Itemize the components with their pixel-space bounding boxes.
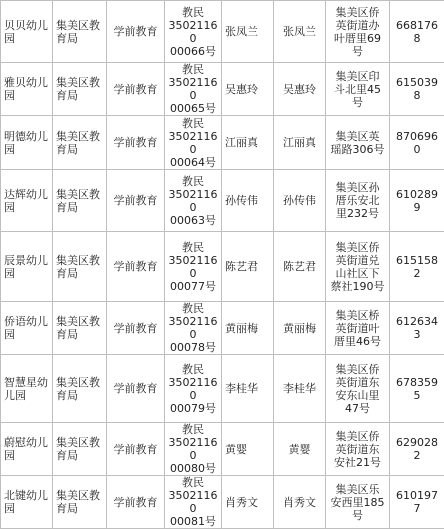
table-row <box>1 476 444 529</box>
authority-cell: 集美区教 育局 <box>53 1 107 63</box>
education-type-cell: 学前教育 <box>107 1 165 63</box>
education-type-cell: 学前教育 <box>107 423 165 476</box>
kindergarten-name-cell: 贝贝幼儿 园 <box>1 1 53 63</box>
legal-representative-cell: 李桂华 <box>222 355 274 423</box>
table-body <box>1 1 444 529</box>
table-row <box>1 355 444 423</box>
license-number-cell: 教民 35021160 00079号 <box>165 355 222 423</box>
table-row <box>1 116 444 170</box>
legal-representative-cell: 张凤兰 <box>222 1 274 63</box>
legal-representative-cell: 孙传伟 <box>222 170 274 232</box>
education-type-cell: 学前教育 <box>107 170 165 232</box>
principal-cell: 张凤兰 <box>274 1 326 63</box>
address-cell: 集美区英 瑶路306号 <box>326 116 390 170</box>
legal-representative-cell: 黄婴 <box>222 423 274 476</box>
kindergarten-name-cell: 辰景幼儿 园 <box>1 232 53 302</box>
authority-cell: 集美区教 育局 <box>53 302 107 355</box>
education-type-cell: 学前教育 <box>107 232 165 302</box>
table-row <box>1 302 444 355</box>
address-cell: 集美区侨 英街道办 叶厝里69 号 <box>326 1 390 63</box>
kindergarten-name-cell: 智慧星幼 儿园 <box>1 355 53 423</box>
legal-representative-cell: 江丽真 <box>222 116 274 170</box>
license-number-cell: 教民 35021160 00078号 <box>165 302 222 355</box>
license-number-cell: 教民 35021160 00077号 <box>165 232 222 302</box>
phone-cell: 6102899 <box>390 170 444 232</box>
principal-cell: 黄婴 <box>274 423 326 476</box>
authority-cell: 集美区教 育局 <box>53 63 107 116</box>
phone-cell: 6783595 <box>390 355 444 423</box>
kindergarten-name-cell: 北键幼儿 园 <box>1 476 53 529</box>
authority-cell: 集美区教 育局 <box>53 170 107 232</box>
address-cell: 集美区桥 英街道叶 厝里46号 <box>326 302 390 355</box>
phone-cell: 6290282 <box>390 423 444 476</box>
education-type-cell: 学前教育 <box>107 116 165 170</box>
address-cell: 集美区孙 厝乐安北 里232号 <box>326 170 390 232</box>
legal-representative-cell: 吴惠玲 <box>222 63 274 116</box>
address-cell: 集美区印 斗北里45 号 <box>326 63 390 116</box>
table-row <box>1 423 444 476</box>
table-row <box>1 1 444 63</box>
principal-cell: 吴惠玲 <box>274 63 326 116</box>
kindergarten-name-cell: 雅贝幼儿 园 <box>1 63 53 116</box>
education-type-cell: 学前教育 <box>107 355 165 423</box>
legal-representative-cell: 黄丽梅 <box>222 302 274 355</box>
address-cell: 集美区侨 英街道东 安社21号 <box>326 423 390 476</box>
license-number-cell: 教民 35021160 00066号 <box>165 1 222 63</box>
phone-cell: 6151582 <box>390 232 444 302</box>
principal-cell: 陈艺君 <box>274 232 326 302</box>
legal-representative-cell: 陈艺君 <box>222 232 274 302</box>
principal-cell: 江丽真 <box>274 116 326 170</box>
address-cell: 集美区侨 英街道东 安东山里 47号 <box>326 355 390 423</box>
phone-cell: 6681768 <box>390 1 444 63</box>
principal-cell: 黄丽梅 <box>274 302 326 355</box>
legal-representative-cell: 肖秀文 <box>222 476 274 529</box>
license-number-cell: 教民 35021160 00065号 <box>165 63 222 116</box>
authority-cell: 集美区教 育局 <box>53 232 107 302</box>
authority-cell: 集美区教 育局 <box>53 355 107 423</box>
education-type-cell: 学前教育 <box>107 302 165 355</box>
kindergarten-name-cell: 蔚慰幼儿 园 <box>1 423 53 476</box>
license-number-cell: 教民 35021160 00064号 <box>165 116 222 170</box>
authority-cell: 集美区教 育局 <box>53 423 107 476</box>
address-cell: 集美区侨 英街道兑 山社区下 蔡社190号 <box>326 232 390 302</box>
education-type-cell: 学前教育 <box>107 63 165 116</box>
phone-cell: 6150398 <box>390 63 444 116</box>
table-row <box>1 232 444 302</box>
education-type-cell: 学前教育 <box>107 476 165 529</box>
principal-cell: 李桂华 <box>274 355 326 423</box>
license-number-cell: 教民 35021160 00080号 <box>165 423 222 476</box>
kindergarten-name-cell: 明德幼儿 园 <box>1 116 53 170</box>
table-row <box>1 63 444 116</box>
license-number-cell: 教民 35021160 00063号 <box>165 170 222 232</box>
license-number-cell: 教民 35021160 00081号 <box>165 476 222 529</box>
kindergarten-name-cell: 达辉幼儿 园 <box>1 170 53 232</box>
kindergarten-name-cell: 侨语幼儿 园 <box>1 302 53 355</box>
authority-cell: 集美区教 育局 <box>53 116 107 170</box>
principal-cell: 孙传伟 <box>274 170 326 232</box>
phone-cell: 8706960 <box>390 116 444 170</box>
authority-cell: 集美区教 育局 <box>53 476 107 529</box>
table-row <box>1 170 444 232</box>
address-cell: 集美区乐 安西里185 号 <box>326 476 390 529</box>
phone-cell: 6126343 <box>390 302 444 355</box>
principal-cell: 肖秀文 <box>274 476 326 529</box>
phone-cell: 6101977 <box>390 476 444 529</box>
